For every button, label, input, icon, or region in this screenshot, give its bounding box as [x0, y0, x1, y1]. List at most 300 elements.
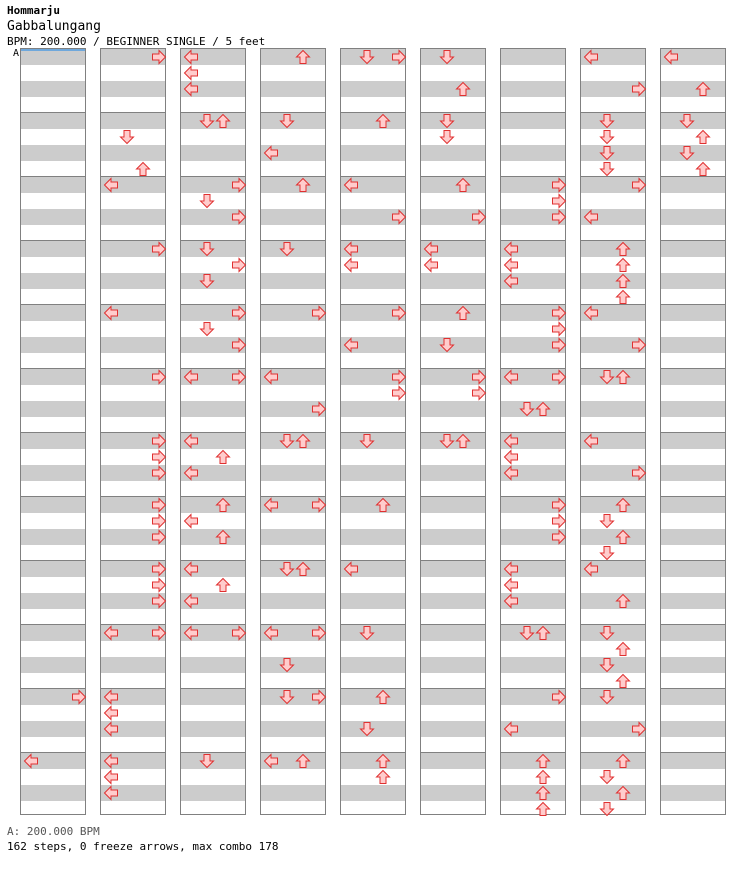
beat-band: [341, 529, 405, 545]
left-arrow-icon: [503, 369, 519, 385]
beat-band: [21, 49, 85, 65]
left-arrow-icon: [423, 241, 439, 257]
measure: [21, 49, 85, 113]
measure: [661, 177, 725, 241]
right-arrow-icon: [391, 209, 407, 225]
beat-band: [421, 305, 485, 321]
down-arrow-icon: [199, 753, 215, 769]
measure: [21, 241, 85, 305]
up-arrow-icon: [295, 49, 311, 65]
measure: [101, 113, 165, 177]
beat-band: [501, 113, 565, 129]
beat-band: [581, 401, 645, 417]
beat-band: [341, 753, 405, 769]
down-arrow-icon: [679, 113, 695, 129]
down-arrow-icon: [199, 273, 215, 289]
right-arrow-icon: [471, 385, 487, 401]
down-arrow-icon: [439, 337, 455, 353]
right-arrow-icon: [551, 337, 567, 353]
down-arrow-icon: [599, 145, 615, 161]
beat-band: [661, 81, 725, 97]
right-arrow-icon: [231, 625, 247, 641]
beat-band: [21, 465, 85, 481]
beat-band: [21, 561, 85, 577]
beat-band: [261, 465, 325, 481]
beat-band: [341, 689, 405, 705]
beat-band: [661, 305, 725, 321]
up-arrow-icon: [535, 801, 551, 817]
right-arrow-icon: [71, 689, 87, 705]
right-arrow-icon: [551, 689, 567, 705]
right-arrow-icon: [391, 385, 407, 401]
beat-band: [581, 529, 645, 545]
up-arrow-icon: [615, 497, 631, 513]
left-arrow-icon: [343, 241, 359, 257]
right-arrow-icon: [151, 465, 167, 481]
song-title: Gabbalungang: [7, 19, 101, 34]
chart-column-7: [500, 48, 566, 815]
beat-band: [661, 689, 725, 705]
measure: [21, 433, 85, 497]
measure: [421, 689, 485, 753]
right-arrow-icon: [551, 497, 567, 513]
left-arrow-icon: [263, 369, 279, 385]
right-arrow-icon: [471, 369, 487, 385]
up-arrow-icon: [695, 161, 711, 177]
down-arrow-icon: [439, 113, 455, 129]
up-arrow-icon: [455, 177, 471, 193]
left-arrow-icon: [343, 257, 359, 273]
down-arrow-icon: [279, 657, 295, 673]
measure: [341, 497, 405, 561]
down-arrow-icon: [599, 689, 615, 705]
right-arrow-icon: [151, 513, 167, 529]
beat-band: [21, 81, 85, 97]
right-arrow-icon: [151, 369, 167, 385]
beat-band: [661, 721, 725, 737]
down-arrow-icon: [599, 161, 615, 177]
beat-band: [101, 273, 165, 289]
down-arrow-icon: [199, 241, 215, 257]
beat-band: [21, 785, 85, 801]
right-arrow-icon: [551, 193, 567, 209]
beat-band: [421, 561, 485, 577]
up-arrow-icon: [215, 577, 231, 593]
beat-band: [21, 337, 85, 353]
right-arrow-icon: [311, 689, 327, 705]
up-arrow-icon: [535, 625, 551, 641]
beat-band: [501, 145, 565, 161]
down-arrow-icon: [599, 657, 615, 673]
down-arrow-icon: [599, 113, 615, 129]
beat-band: [101, 657, 165, 673]
beat-band: [181, 657, 245, 673]
down-arrow-icon: [599, 513, 615, 529]
left-arrow-icon: [103, 753, 119, 769]
left-arrow-icon: [103, 625, 119, 641]
beat-band: [341, 465, 405, 481]
right-arrow-icon: [471, 209, 487, 225]
right-arrow-icon: [151, 433, 167, 449]
up-arrow-icon: [695, 129, 711, 145]
beat-band: [661, 177, 725, 193]
right-arrow-icon: [151, 593, 167, 609]
right-arrow-icon: [551, 513, 567, 529]
measure: [661, 305, 725, 369]
chart-column-9: [660, 48, 726, 815]
left-arrow-icon: [263, 753, 279, 769]
up-arrow-icon: [455, 433, 471, 449]
beat-band: [261, 529, 325, 545]
left-arrow-icon: [503, 561, 519, 577]
measure: [501, 49, 565, 113]
right-arrow-icon: [391, 369, 407, 385]
beat-band: [661, 241, 725, 257]
beat-band: [341, 81, 405, 97]
right-arrow-icon: [151, 449, 167, 465]
beat-band: [421, 81, 485, 97]
right-arrow-icon: [551, 305, 567, 321]
right-arrow-icon: [311, 305, 327, 321]
up-arrow-icon: [535, 785, 551, 801]
measure: [661, 433, 725, 497]
beat-band: [21, 273, 85, 289]
left-arrow-icon: [183, 465, 199, 481]
measure: [661, 689, 725, 753]
beat-band: [501, 753, 565, 769]
up-arrow-icon: [375, 769, 391, 785]
left-arrow-icon: [503, 433, 519, 449]
up-arrow-icon: [695, 81, 711, 97]
left-arrow-icon: [503, 273, 519, 289]
beat-band: [261, 49, 325, 65]
beat-band: [421, 785, 485, 801]
right-arrow-icon: [151, 529, 167, 545]
chart-meta: BPM: 200.000 / BEGINNER SINGLE / 5 feet: [7, 35, 266, 48]
up-arrow-icon: [375, 497, 391, 513]
measure: [21, 625, 85, 689]
beat-band: [421, 177, 485, 193]
right-arrow-icon: [231, 209, 247, 225]
beat-band: [421, 497, 485, 513]
right-arrow-icon: [151, 49, 167, 65]
beat-band: [581, 273, 645, 289]
left-arrow-icon: [343, 177, 359, 193]
beat-band: [101, 145, 165, 161]
beat-band: [101, 401, 165, 417]
beat-band: [21, 721, 85, 737]
left-arrow-icon: [343, 561, 359, 577]
beat-band: [341, 593, 405, 609]
bpm-change-line: [21, 49, 85, 51]
beat-band: [661, 625, 725, 641]
down-arrow-icon: [199, 193, 215, 209]
up-arrow-icon: [615, 673, 631, 689]
down-arrow-icon: [439, 49, 455, 65]
measure: [661, 561, 725, 625]
beat-band: [341, 497, 405, 513]
measure: [501, 113, 565, 177]
beat-band: [421, 689, 485, 705]
beat-band: [661, 497, 725, 513]
left-arrow-icon: [583, 433, 599, 449]
up-arrow-icon: [295, 177, 311, 193]
right-arrow-icon: [391, 49, 407, 65]
up-arrow-icon: [615, 785, 631, 801]
left-arrow-icon: [103, 305, 119, 321]
left-arrow-icon: [583, 561, 599, 577]
beat-band: [21, 145, 85, 161]
beat-band: [21, 401, 85, 417]
up-arrow-icon: [615, 273, 631, 289]
down-arrow-icon: [279, 561, 295, 577]
measure: [421, 625, 485, 689]
measure: [21, 177, 85, 241]
left-arrow-icon: [583, 209, 599, 225]
beat-band: [261, 785, 325, 801]
left-arrow-icon: [343, 337, 359, 353]
left-arrow-icon: [503, 465, 519, 481]
beat-band: [261, 209, 325, 225]
right-arrow-icon: [311, 401, 327, 417]
up-arrow-icon: [535, 753, 551, 769]
left-arrow-icon: [183, 593, 199, 609]
beat-band: [501, 49, 565, 65]
chart-column-4: [260, 48, 326, 815]
left-arrow-icon: [23, 753, 39, 769]
beat-band: [261, 593, 325, 609]
beat-band: [21, 241, 85, 257]
up-arrow-icon: [215, 449, 231, 465]
down-arrow-icon: [279, 433, 295, 449]
down-arrow-icon: [599, 545, 615, 561]
beat-band: [501, 81, 565, 97]
beat-band: [341, 145, 405, 161]
left-arrow-icon: [503, 593, 519, 609]
up-arrow-icon: [455, 305, 471, 321]
chart-column-1: [13, 48, 86, 815]
right-arrow-icon: [151, 497, 167, 513]
beat-band: [101, 209, 165, 225]
measure: [421, 753, 485, 817]
right-arrow-icon: [551, 209, 567, 225]
beat-band: [21, 497, 85, 513]
right-arrow-icon: [631, 177, 647, 193]
beat-band: [21, 369, 85, 385]
beat-band: [581, 497, 645, 513]
beat-band: [421, 593, 485, 609]
beat-band: [261, 81, 325, 97]
right-arrow-icon: [551, 177, 567, 193]
beat-band: [101, 337, 165, 353]
down-arrow-icon: [599, 769, 615, 785]
measure: [21, 305, 85, 369]
right-arrow-icon: [391, 305, 407, 321]
right-arrow-icon: [231, 177, 247, 193]
beat-band: [181, 721, 245, 737]
beat-band: [101, 113, 165, 129]
down-arrow-icon: [439, 129, 455, 145]
left-arrow-icon: [183, 513, 199, 529]
down-arrow-icon: [439, 433, 455, 449]
bpm-legend: A: 200.000 BPM: [7, 825, 100, 838]
beat-band: [661, 369, 725, 385]
beat-band: [21, 113, 85, 129]
up-arrow-icon: [215, 113, 231, 129]
left-arrow-icon: [103, 785, 119, 801]
up-arrow-icon: [295, 753, 311, 769]
beat-band: [261, 337, 325, 353]
measure: [421, 561, 485, 625]
up-arrow-icon: [615, 241, 631, 257]
beat-band: [661, 465, 725, 481]
measure: [341, 753, 405, 817]
left-arrow-icon: [183, 65, 199, 81]
beat-band: [661, 561, 725, 577]
up-arrow-icon: [615, 257, 631, 273]
right-arrow-icon: [631, 465, 647, 481]
beat-band: [661, 401, 725, 417]
measure: [181, 497, 245, 561]
down-arrow-icon: [359, 433, 375, 449]
left-arrow-icon: [103, 177, 119, 193]
chart-column-8: [580, 48, 646, 815]
beat-band: [21, 433, 85, 449]
chart-stats: 162 steps, 0 freeze arrows, max combo 178: [7, 840, 279, 853]
right-arrow-icon: [311, 625, 327, 641]
beat-band: [661, 657, 725, 673]
chart-column-5: [340, 48, 406, 815]
left-arrow-icon: [103, 705, 119, 721]
down-arrow-icon: [279, 689, 295, 705]
left-arrow-icon: [183, 49, 199, 65]
beat-band: [421, 273, 485, 289]
left-arrow-icon: [583, 49, 599, 65]
left-arrow-icon: [263, 497, 279, 513]
left-arrow-icon: [503, 449, 519, 465]
right-arrow-icon: [151, 561, 167, 577]
measure: [661, 625, 725, 689]
beat-band: [581, 241, 645, 257]
beat-band: [421, 529, 485, 545]
down-arrow-icon: [279, 241, 295, 257]
up-arrow-icon: [375, 113, 391, 129]
down-arrow-icon: [599, 369, 615, 385]
beat-band: [21, 657, 85, 673]
left-arrow-icon: [503, 257, 519, 273]
beat-band: [341, 785, 405, 801]
down-arrow-icon: [599, 625, 615, 641]
chart-column-6: [420, 48, 486, 815]
beat-band: [181, 497, 245, 513]
beat-band: [661, 753, 725, 769]
up-arrow-icon: [295, 433, 311, 449]
right-arrow-icon: [151, 625, 167, 641]
right-arrow-icon: [551, 369, 567, 385]
beat-band: [661, 593, 725, 609]
left-arrow-icon: [503, 577, 519, 593]
beat-band: [341, 273, 405, 289]
down-arrow-icon: [519, 401, 535, 417]
up-arrow-icon: [615, 641, 631, 657]
beat-band: [581, 785, 645, 801]
left-arrow-icon: [183, 81, 199, 97]
beat-band: [181, 529, 245, 545]
left-arrow-icon: [183, 625, 199, 641]
up-arrow-icon: [615, 369, 631, 385]
left-arrow-icon: [503, 241, 519, 257]
right-arrow-icon: [151, 241, 167, 257]
beat-band: [661, 337, 725, 353]
left-arrow-icon: [103, 769, 119, 785]
measure: [661, 241, 725, 305]
measure: [501, 753, 565, 817]
beat-band: [181, 785, 245, 801]
measure: [661, 753, 725, 817]
right-arrow-icon: [551, 529, 567, 545]
down-arrow-icon: [359, 625, 375, 641]
measure: [261, 49, 325, 113]
down-arrow-icon: [279, 113, 295, 129]
beat-band: [101, 81, 165, 97]
beat-band: [661, 529, 725, 545]
left-arrow-icon: [183, 433, 199, 449]
measure: [421, 497, 485, 561]
beat-band: [21, 625, 85, 641]
up-arrow-icon: [295, 561, 311, 577]
beat-band: [581, 753, 645, 769]
right-arrow-icon: [631, 721, 647, 737]
measure: [181, 689, 245, 753]
beat-band: [421, 625, 485, 641]
down-arrow-icon: [199, 113, 215, 129]
measure: [661, 497, 725, 561]
up-arrow-icon: [215, 497, 231, 513]
beat-band: [421, 721, 485, 737]
beat-band: [341, 113, 405, 129]
beat-band: [421, 657, 485, 673]
measure: [261, 177, 325, 241]
up-arrow-icon: [375, 753, 391, 769]
left-arrow-icon: [103, 721, 119, 737]
right-arrow-icon: [231, 305, 247, 321]
left-arrow-icon: [583, 305, 599, 321]
beat-band: [421, 145, 485, 161]
beat-band: [181, 145, 245, 161]
right-arrow-icon: [231, 257, 247, 273]
beat-band: [181, 401, 245, 417]
right-arrow-icon: [151, 577, 167, 593]
beat-band: [661, 209, 725, 225]
up-arrow-icon: [455, 81, 471, 97]
beat-band: [661, 785, 725, 801]
down-arrow-icon: [599, 129, 615, 145]
beat-band: [261, 273, 325, 289]
beat-band: [581, 593, 645, 609]
up-arrow-icon: [535, 769, 551, 785]
beat-band: [21, 209, 85, 225]
beat-band: [661, 433, 725, 449]
left-arrow-icon: [103, 689, 119, 705]
right-arrow-icon: [231, 337, 247, 353]
measure: [581, 241, 645, 305]
down-arrow-icon: [359, 49, 375, 65]
left-arrow-icon: [183, 369, 199, 385]
left-arrow-icon: [183, 561, 199, 577]
right-arrow-icon: [311, 497, 327, 513]
left-arrow-icon: [663, 49, 679, 65]
up-arrow-icon: [135, 161, 151, 177]
